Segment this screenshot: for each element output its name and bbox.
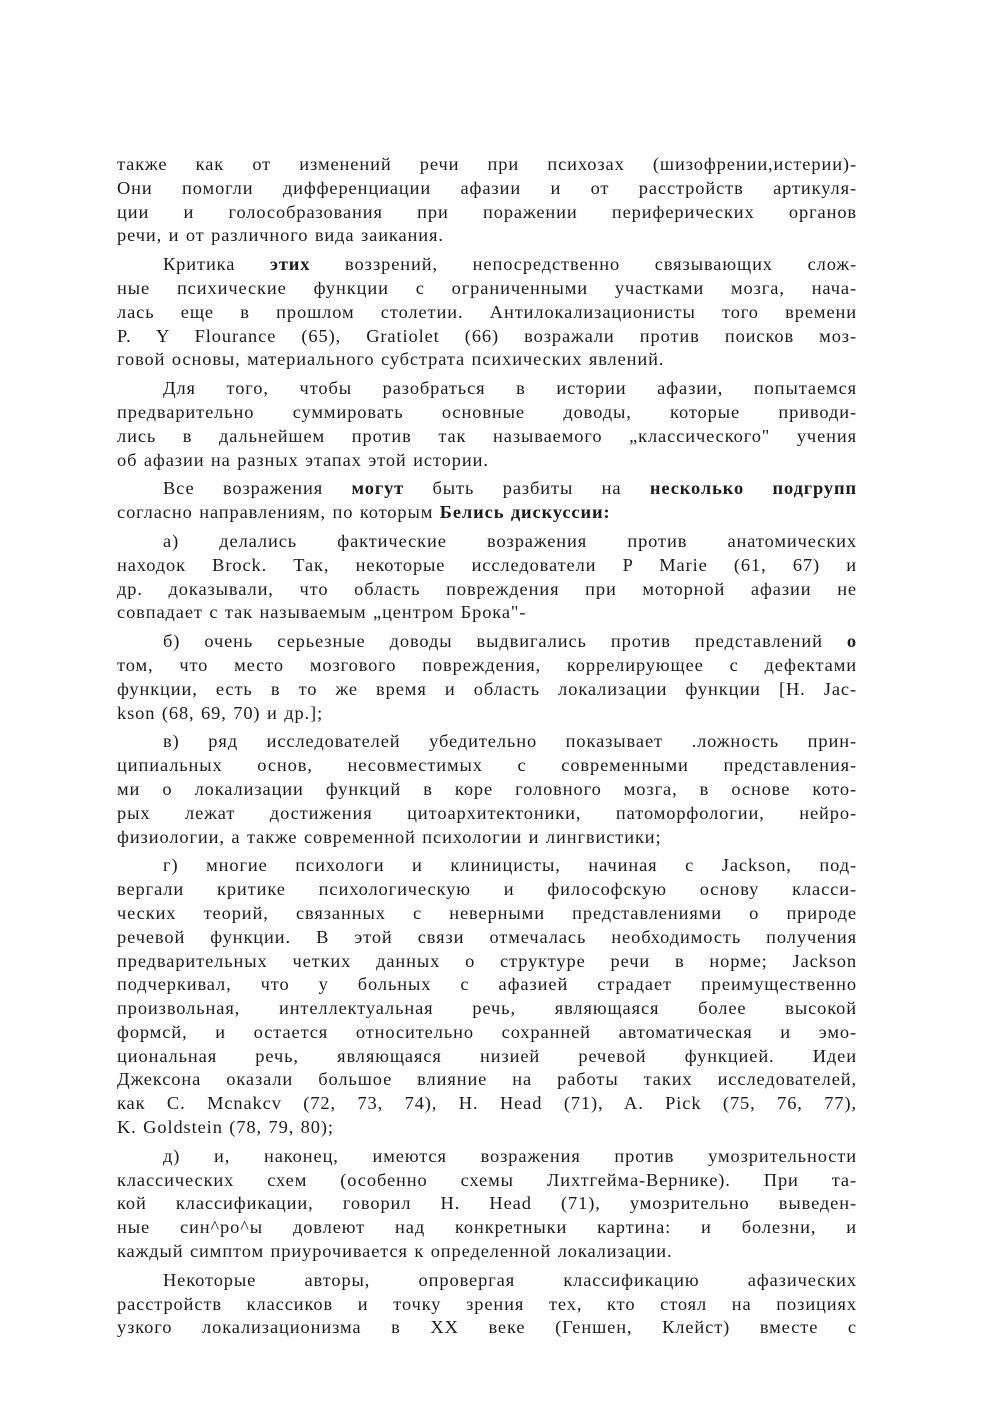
text-line: циональная речь, являющаяся низией речевой функцией. Идеи xyxy=(117,1045,857,1066)
text-line: находок Brock. Так, некоторые исследователи P Marie (61, 67) и xyxy=(117,554,857,575)
text-line: кой классификации, говорил H. Head (71), умозрительно выведен- xyxy=(117,1193,857,1214)
text-line: ческих теорий, связанных с неверными представлениями о природе xyxy=(117,902,857,923)
text-segment: б) очень серьезные доводы выдвигались против представлений xyxy=(163,631,847,652)
text-line: Джексона оказали большое влияние на работы таких исследователей, xyxy=(117,1069,857,1090)
text-segment: воззрений, непосредственно связывающих слож- xyxy=(310,254,857,275)
text-line: д) и, наконец, имеются возражения против умозрительности xyxy=(163,1145,857,1166)
text-line: физиологии, а также современной психологии и лингвистики; xyxy=(117,826,662,847)
paragraph xyxy=(117,1145,857,1264)
text-line: вергали критике психологическую и философскую основу класси- xyxy=(117,879,857,900)
text-line: ные син^ро^ы довлеют над конкретныки картина: и болезни, и xyxy=(117,1217,857,1238)
text-line: предварительных четких данных о структуре речи в норме; Jackson xyxy=(117,950,857,971)
text-line xyxy=(117,477,857,501)
text-line: г) многие психологи и клиницисты, начиная с Jackson, под- xyxy=(163,855,857,876)
text-line: ми о локализации функций в коре головного мозга, в основе кото- xyxy=(117,778,857,799)
text-line: kson (68, 69, 70) и др.]; xyxy=(117,702,324,723)
text-segment: согласно направлениям, по которым xyxy=(117,502,440,523)
paragraph xyxy=(117,377,857,472)
text-line: др. доказывали, что область повреждения при моторной афазии не xyxy=(117,578,857,599)
text-line: рых лежат достижения цитоархитектоники, патоморфологии, нейро- xyxy=(117,802,857,823)
text-line: Для того, чтобы разобраться в истории афазии, попытаемся xyxy=(163,378,857,399)
document-page xyxy=(117,153,857,1345)
text-line: функции, есть в то же время и область локализации функции [H. Jac- xyxy=(117,678,857,699)
text-line: Некоторые авторы, опровергая классификацию афазических xyxy=(163,1269,857,1290)
text-line: узкого локализационизма в XX веке (Геншен, Клейст) вместе с xyxy=(117,1317,857,1338)
text-segment: Все возражения xyxy=(163,478,352,499)
text-line: расстройств классиков и точку зрения тех, кто стоял на позициях xyxy=(117,1293,857,1314)
text-line: речевой функции. В этой связи отмечалась необходимость получения xyxy=(117,926,857,947)
text-line: предварительно суммировать основные доводы, которые приводи- xyxy=(117,401,857,422)
text-line: речи, и от различного вида заикания. xyxy=(117,225,444,246)
text-line: P. Y Flourance (65), Gratiolet (66) возражали против поисков моз- xyxy=(117,325,857,346)
bold-text-segment: этих xyxy=(269,254,311,275)
text-line: произвольная, интеллектуальная речь, являющаяся более высокой xyxy=(117,998,857,1019)
text-line: в) ряд исследователей убедительно показывает .ложность прин- xyxy=(163,731,857,752)
bold-text-segment: Белись дискуссии: xyxy=(439,502,611,523)
text-line: говой основы, материального субстрата психических явлений. xyxy=(117,349,665,370)
text-line: как C. Mcnakcv (72, 73, 74), H. Head (71), A. Pick (75, 76, 77), xyxy=(117,1093,857,1114)
bold-text-segment: о xyxy=(846,631,857,652)
text-line xyxy=(117,253,857,277)
text-line: K. Goldstein (78, 79, 80); xyxy=(117,1117,334,1138)
text-line: классических схем (особенно схемы Лихтгейма-Вернике). При та- xyxy=(117,1169,857,1190)
text-line: каждый симптом приурочивается к определенной локализации. xyxy=(117,1241,673,1262)
text-line: ции и голособразования при поражении периферических органов xyxy=(117,201,857,222)
text-segment: быть разбиты на xyxy=(404,478,650,499)
text-line: лись в дальнейшем против так называемого „классического" учения xyxy=(117,425,857,446)
paragraph xyxy=(117,253,857,372)
paragraph xyxy=(117,630,857,725)
paragraph xyxy=(117,1269,857,1340)
text-line: Они помогли дифференциации афазии и от расстройств артикуля- xyxy=(117,177,857,198)
text-line: совпадает с так называемым „центром Брока"- xyxy=(117,602,527,623)
text-segment: Критика xyxy=(163,254,270,275)
text-line xyxy=(117,630,857,654)
text-line: формсй, и остается относительно сохранней автоматическая и эмо- xyxy=(117,1021,857,1042)
paragraph xyxy=(117,530,857,625)
paragraph xyxy=(117,477,857,525)
text-line: также как от изменений речи при психозах (шизофрении,истерии)- xyxy=(117,154,857,174)
text-line: а) делались фактические возражения против анатомических xyxy=(163,530,857,551)
paragraph xyxy=(117,153,857,248)
text-line: лась еще в прошлом столетии. Антилокализационисты того времени xyxy=(117,301,857,322)
paragraph xyxy=(117,730,857,849)
text-line: подчеркивал, что у больных с афазией страдает преимущественно xyxy=(117,974,857,995)
text-line: об афазии на разных этапах этой истории. xyxy=(117,449,489,470)
text-line xyxy=(117,501,857,525)
text-line: ные психические функции с ограниченными участками мозга, нача- xyxy=(117,277,857,298)
text-line: ципиальных основ, несовместимых с современными представления- xyxy=(117,755,857,776)
paragraph xyxy=(117,854,857,1140)
bold-text-segment: могут xyxy=(351,478,405,499)
bold-text-segment: несколько подгрупп xyxy=(649,478,857,499)
text-line: том, что место мозгового повреждения, коррелирующее с дефектами xyxy=(117,654,857,675)
